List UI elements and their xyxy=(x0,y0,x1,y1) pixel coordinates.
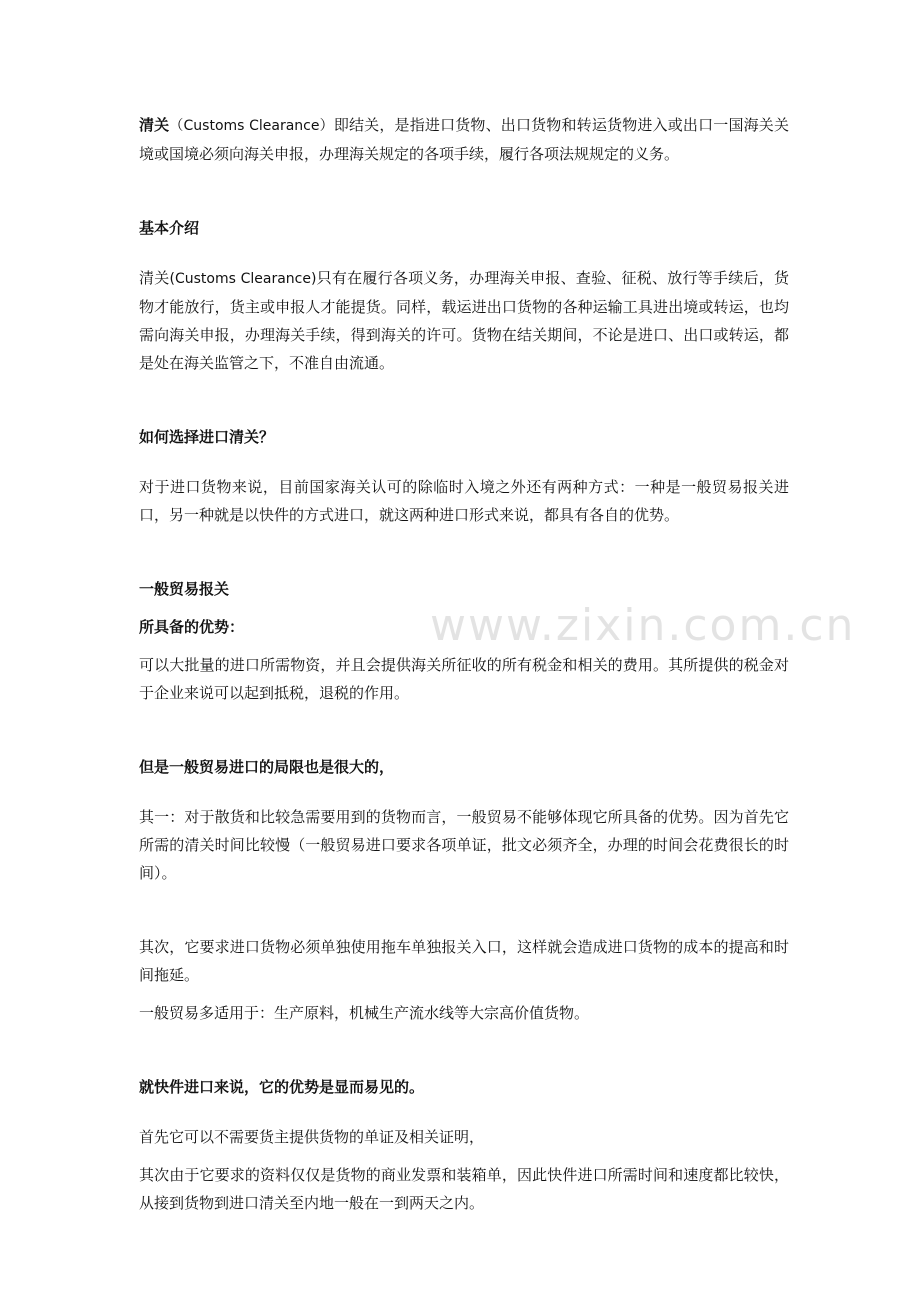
basic-term: 清关 xyxy=(139,269,170,287)
intro-term: 清关 xyxy=(139,116,170,134)
limits-heading: 但是一般贸易进口的局限也是很大的， xyxy=(139,758,395,776)
basic-term-en: (Customs Clearance) xyxy=(169,271,317,287)
general-trade-subheading: 所具备的优势： xyxy=(139,618,245,636)
watermark: www.zixin.com.cn xyxy=(430,600,856,651)
intro-paragraph xyxy=(139,111,789,168)
express-first-paragraph: 首先它可以不需要货主提供货物的单证及相关证明， xyxy=(139,1128,485,1146)
intro-text: 即结关，是指进口货物、出口货物和转运货物进入或出口一国海关关境或国境必须向海关申报，办理海关规定的各项手续，履行各项法规规定的义务。 xyxy=(139,116,789,163)
limits-second-paragraph: 其次，它要求进口货物必须单独使用拖车单独报关入口，这样就会造成进口货物的成本的提高和时间拖延。 xyxy=(139,938,789,984)
general-trade-heading: 一般贸易报关 xyxy=(139,580,230,598)
intro-term-en: （Customs Clearance） xyxy=(169,118,334,134)
general-trade-paragraph: 可以大批量的进口所需物资，并且会提供海关所征收的所有税金和相关的费用。其所提供的税金对于企业来说可以起到抵税，退税的作用。 xyxy=(139,656,789,702)
limits-usage-paragraph: 一般贸易多适用于：生产原料，机械生产流水线等大宗高价值货物。 xyxy=(139,1004,590,1022)
express-second-paragraph: 其次由于它要求的资料仅仅是货物的商业发票和装箱单，因此快件进口所需时间和速度都比较快，从接到货物到进口清关至内地一般在一到两天之内。 xyxy=(139,1166,789,1212)
limits-first-paragraph: 其一：对于散货和比较急需要用到的货物而言，一般贸易不能够体现它所具备的优势。因为首先它所需的清关时间比较慢（一般贸易进口要求各项单证，批文必须齐全，办理的时间会花费很长的时间）。 xyxy=(139,808,789,882)
choose-paragraph: 对于进口货物来说，目前国家海关认可的除临时入境之外还有两种方式：一种是一般贸易报关进口，另一种就是以快件的方式进口，就这两种进口形式来说，都具有各自的优势。 xyxy=(139,478,789,524)
choose-heading: 如何选择进口清关？ xyxy=(139,428,275,446)
basic-text: 只有在履行各项义务，办理海关申报、查验、征税、放行等手续后，货物才能放行，货主或申报人才能提货。同样，载运进出口货物的各种运输工具进出境或转运，也均需向海关申报，办理海关手续，得到海关的许可。货物在结关期间，不论是进口、出口或转运，都是处在海关监管之下，不准自由流通。 xyxy=(139,269,789,372)
basic-paragraph xyxy=(139,264,789,377)
document-body xyxy=(139,111,789,1217)
basic-heading: 基本介绍 xyxy=(139,219,200,237)
express-heading: 就快件进口来说，它的优势是显而易见的。 xyxy=(139,1078,425,1096)
